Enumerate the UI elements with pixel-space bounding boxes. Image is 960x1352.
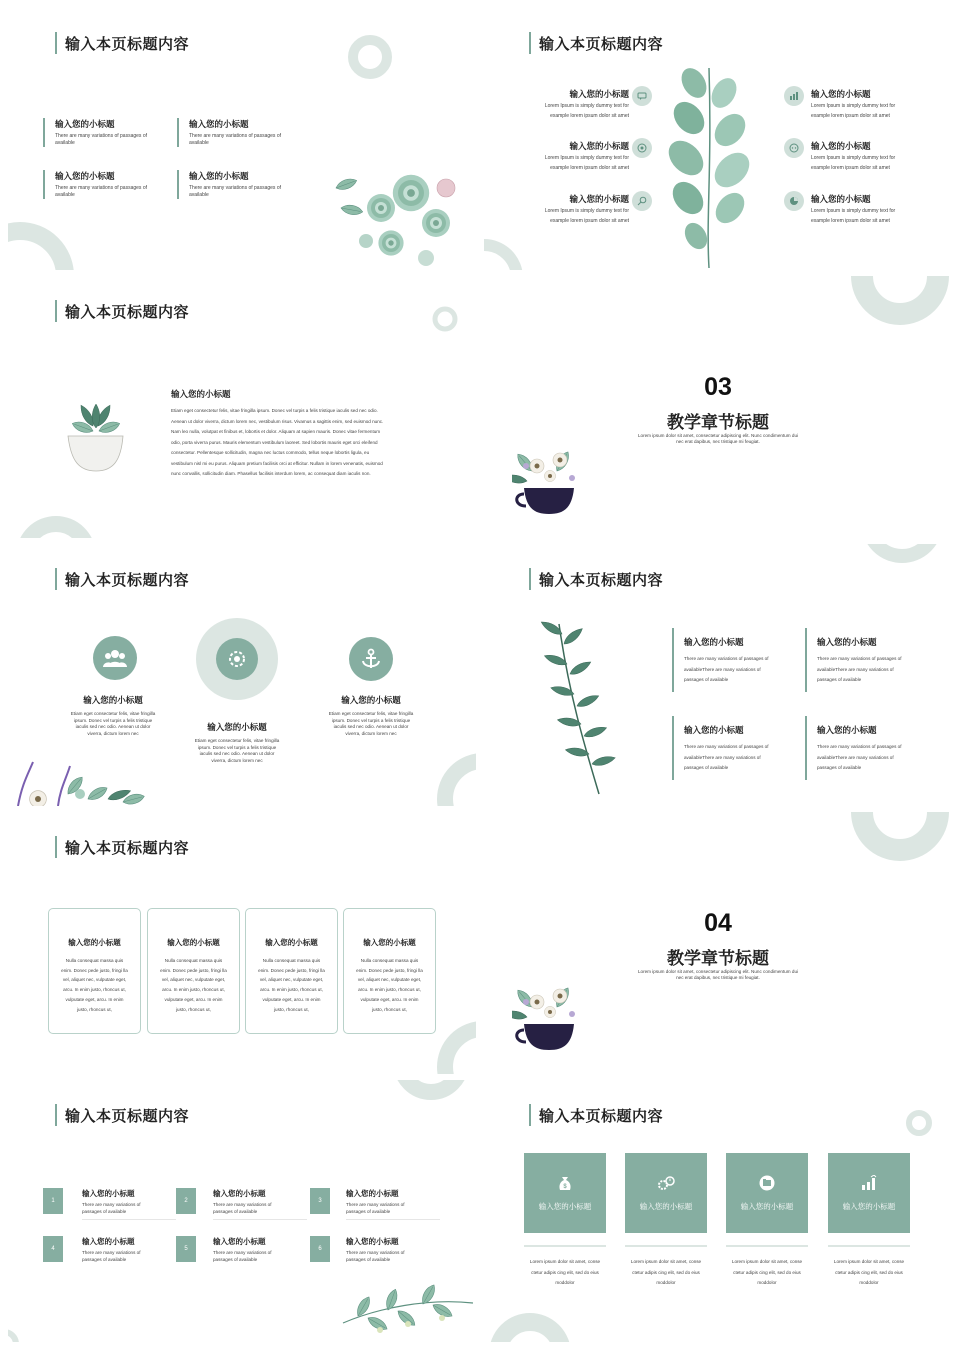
list-item — [177, 170, 297, 199]
page-title-text: 输入本页标题内容 — [65, 571, 190, 589]
ring-decoration — [345, 32, 395, 82]
page-title — [55, 568, 189, 590]
item-title: 输入您的小标题 — [811, 89, 871, 99]
card-text-line: arcu. In enim justo, rhoncus ut, — [162, 987, 225, 993]
search-icon — [632, 191, 652, 211]
caption-line: moddolor — [757, 1280, 777, 1285]
numbered-item — [213, 1188, 307, 1220]
item-text-line: passages of available — [684, 765, 729, 770]
tile-title: 输入您的小标题 — [740, 1202, 794, 1211]
feature-tile — [828, 1153, 910, 1233]
olive-branch-illustration — [524, 614, 619, 799]
card-title: 输入您的小标题 — [167, 938, 220, 947]
tile-caption — [822, 1257, 916, 1289]
card-text-line: Nulla consequat massa quis — [164, 958, 223, 963]
flower-pot-illustration — [512, 972, 592, 1054]
item-text-line: There are many variations of — [82, 1250, 141, 1255]
item-text-line: There are many variations of — [82, 1202, 141, 1207]
number-badge: 6 — [310, 1236, 330, 1262]
info-card — [343, 908, 436, 1034]
card-text-line: justo, rhoncus ut, — [176, 1006, 211, 1012]
paragraph-line: Nam leo nulla, volutpat et finibus et, lobortis et dolor. Aliquam at sapien mauris. Donec vitae fermentum — [171, 429, 381, 434]
number-badge: 3 — [310, 1188, 330, 1214]
arc-decoration — [484, 1292, 574, 1342]
title-accent-bar — [55, 300, 57, 322]
ring-decoration — [430, 304, 460, 334]
item-text-line: example lorem ipsum dolor sit amet — [550, 113, 629, 119]
slide-9 — [8, 1080, 476, 1342]
numbered-item — [82, 1236, 176, 1263]
item-text-line: passages of available — [684, 677, 729, 682]
title-accent-bar — [529, 568, 531, 590]
slide-2 — [484, 8, 952, 270]
item-title: 输入您的小标题 — [207, 722, 267, 732]
eucalyptus-illustration — [664, 58, 754, 270]
item-text-line: There are many variations of passages of — [817, 744, 902, 749]
card-text-line: vel, aliquet nec, vulputate eget, — [161, 977, 226, 983]
item-text-line: availableThere are many variations of — [684, 754, 761, 760]
item-text-line: Etiam eget consectetur felis, vitae fringilla — [194, 738, 280, 743]
section-title: 教学章节标题 — [667, 949, 769, 968]
list-item — [43, 170, 168, 199]
card-text-line: vel, aliquet nec, vulputate eget, — [259, 977, 324, 983]
number-badge: 4 — [43, 1236, 63, 1262]
item-title: 输入您的小标题 — [82, 1237, 135, 1246]
item-title: 输入您的小标题 — [817, 725, 877, 735]
section-desc-line: Lorem ipsum dolor sit amet, consectetur adipiscing elit. Nunc condimentum dui — [637, 969, 799, 974]
item-text-line: passages of available — [82, 1256, 127, 1262]
ring-decoration — [902, 1106, 936, 1140]
page-title-text: 输入本页标题内容 — [539, 571, 664, 589]
card-text-line: justo, rhoncus ut, — [372, 1006, 407, 1012]
feature-item-left-1 — [529, 88, 629, 120]
item-text-line: Lorem Ipsum is simply dummy text for — [544, 208, 629, 214]
item-text-line: There are many variations of passages of — [684, 656, 769, 661]
chart-icon — [784, 86, 804, 106]
item-title: 输入您的小标题 — [189, 171, 249, 181]
paragraph-line: Etiam eget consectetur felis, vitae fringilla ipsum. Donec vel turpis a felis tristique iaculis sed nec odio. — [171, 408, 378, 413]
feature-item-right-3 — [811, 193, 921, 225]
page-title-text: 输入本页标题内容 — [65, 839, 190, 857]
card-text-line: justo, rhoncus ut, — [77, 1006, 112, 1012]
section-desc-line: nec erat dapibus, nec tristique mi feugiat. — [676, 975, 760, 980]
page-title-text: 输入本页标题内容 — [65, 1107, 190, 1125]
card-text-line: vulputate eget, arcu. In enim — [65, 996, 124, 1002]
caption-line: moddolor — [555, 1280, 575, 1285]
item-title: 输入您的小标题 — [569, 141, 629, 151]
feature-tile — [524, 1153, 606, 1233]
card-text-line: vulputate eget, arcu. In enim — [360, 996, 419, 1002]
numbered-item — [346, 1188, 440, 1220]
title-accent-bar — [529, 32, 531, 54]
paragraph-line: odio, porta viverra purus. Mauris elementum vestibulum laoreet. Sed lobortis mauris eget orci eleifend — [171, 439, 378, 445]
item-text-line: example lorem ipsum dolor sit amet — [811, 165, 890, 171]
item-text-line: passages of available — [346, 1208, 391, 1214]
item-title: 输入您的小标题 — [189, 119, 249, 129]
slide-section-03 — [484, 276, 952, 538]
card-text-line: arcu. In enim justo, rhoncus ut, — [63, 987, 126, 993]
card-text-line: enim. Donec pede justo, fringi lla — [160, 967, 227, 973]
item-text-line: example lorem ipsum dolor sit amet — [550, 218, 629, 224]
feature-item-right-2 — [811, 140, 921, 172]
list-item — [177, 118, 297, 147]
item-text: There are many variations of passages of available — [55, 185, 147, 198]
item-text-line: There are many variations of passages of — [684, 744, 769, 749]
text-block — [171, 388, 431, 480]
tile-caption — [518, 1257, 612, 1289]
item-title: 输入您的小标题 — [341, 695, 401, 705]
slide-7 — [8, 812, 476, 1074]
title-accent-bar — [529, 1104, 531, 1126]
item-text-line: viverra, dictum lorem nec — [87, 730, 139, 736]
item-text-line: example lorem ipsum dolor sit amet — [550, 165, 629, 171]
item-text-line: ipsum. Donec vel turpis a felis tristique — [331, 717, 411, 723]
card-text-line: arcu. In enim justo, rhoncus ut, — [260, 987, 323, 993]
bubble-icon — [632, 86, 652, 106]
item-text-line: There are many variations of — [213, 1202, 272, 1207]
item-text-line: passages of available — [346, 1256, 391, 1262]
bar-growth-icon — [828, 1175, 910, 1193]
list-item — [805, 716, 927, 780]
tile-caption — [619, 1257, 713, 1289]
card-text-line: Nulla consequat massa quis — [65, 958, 124, 963]
page-title — [55, 1104, 189, 1126]
slide-1 — [8, 8, 476, 270]
item-text-line: Etiam eget consectetur felis, vitae fringilla — [328, 711, 414, 716]
item-title: 输入您的小标题 — [569, 89, 629, 99]
card-text-line: arcu. In enim justo, rhoncus ut, — [358, 987, 421, 993]
item-title: 输入您的小标题 — [213, 1189, 266, 1198]
feature-item — [316, 694, 426, 737]
item-text-line: passages of available — [817, 765, 862, 770]
arc-decoration — [849, 812, 952, 867]
numbered-item — [213, 1236, 307, 1263]
divider — [726, 1245, 808, 1247]
slide-3 — [8, 276, 476, 538]
folder-icon — [726, 1175, 808, 1193]
tile-title: 输入您的小标题 — [538, 1202, 592, 1211]
item-text-line: availableThere are many variations of — [684, 666, 761, 672]
arc-decoration — [849, 276, 952, 331]
page-title — [529, 1104, 663, 1126]
numbered-item — [346, 1236, 440, 1263]
item-text-line: There are many variations of — [213, 1250, 272, 1255]
title-accent-bar — [55, 32, 57, 54]
number-badge: 2 — [176, 1188, 196, 1214]
slide-5 — [8, 544, 476, 806]
item-title: 输入您的小标题 — [346, 1189, 399, 1198]
target-icon — [632, 138, 652, 158]
item-text-line: There are many variations of — [346, 1250, 405, 1255]
arc-decoration — [8, 216, 80, 270]
item-title: 输入您的小标题 — [83, 695, 143, 705]
item-text-line: Lorem Ipsum is simply dummy text for — [811, 208, 896, 214]
card-text-line: vulputate eget, arcu. In enim — [262, 996, 321, 1002]
item-title: 输入您的小标题 — [213, 1237, 266, 1246]
card-text-line: enim. Donec pede justo, fringi lla — [61, 967, 128, 973]
number-badge: 5 — [176, 1236, 196, 1262]
card-title: 输入您的小标题 — [265, 938, 318, 947]
card-text-line: vulputate eget, arcu. In enim — [164, 996, 223, 1002]
list-item — [672, 628, 794, 692]
item-text-line: There are many variations of — [346, 1202, 405, 1207]
info-card — [48, 908, 141, 1034]
money-bag-icon — [524, 1175, 606, 1193]
title-accent-bar — [55, 568, 57, 590]
paragraph-line: vestibulum nisl mi eu purus. Aliquam pretium facilisis orci at efficitur. Nullam in lorem venenatis, euismod — [171, 460, 383, 466]
slide-6 — [484, 544, 952, 806]
card-text-line: enim. Donec pede justo, fringi lla — [258, 967, 325, 973]
section-title: 教学章节标题 — [667, 413, 769, 432]
feature-item-left-3 — [529, 193, 629, 225]
caption-line: ctetur adipis cing elit, sed do eius — [531, 1269, 599, 1275]
numbered-item — [82, 1188, 176, 1220]
tile-caption — [720, 1257, 814, 1289]
item-text-line: ipsum. Donec vel turpis a felis tristique — [197, 744, 277, 750]
number-badge: 1 — [43, 1188, 63, 1214]
card-text-line: Nulla consequat massa quis — [360, 958, 419, 963]
item-text: There are many variations of passages of available — [189, 133, 281, 146]
divider — [828, 1245, 910, 1247]
title-accent-bar — [55, 1104, 57, 1126]
flower-pot-illustration — [512, 436, 592, 518]
feature-tile — [726, 1153, 808, 1233]
arc-decoration — [484, 226, 534, 270]
caption-line: moddolor — [656, 1280, 676, 1285]
paragraph-line: consectetur. Pellentesque sollicitudin, magna nec luctus commodo, tellus neque lobortis ligula, eu — [171, 450, 370, 455]
item-text-line: Lorem Ipsum is simply dummy text for — [811, 103, 896, 109]
caption-line: Lorem ipsum dolor sit amet, conse — [630, 1259, 702, 1264]
item-text-line: viverra, dictum lorem nec — [211, 757, 263, 763]
item-text-line: ipsum. Donec vel turpis a felis tristique — [73, 717, 153, 723]
arc-decoration — [16, 494, 106, 538]
item-title: 输入您的小标题 — [684, 637, 744, 647]
feature-item-left-2 — [529, 140, 629, 172]
caption-line: ctetur adipis cing elit, sed do eius — [632, 1269, 700, 1275]
item-text-line: Lorem Ipsum is simply dummy text for — [811, 155, 896, 161]
settings-icon — [216, 638, 258, 680]
item-text-line: passages of available — [213, 1256, 258, 1262]
caption-line: moddolor — [859, 1280, 879, 1285]
card-text-line: vel, aliquet nec, vulputate eget, — [357, 977, 422, 983]
feature-tile — [625, 1153, 707, 1233]
item-text-line: Etiam eget consectetur felis, vitae fringilla — [70, 711, 156, 716]
item-title: 输入您的小标题 — [82, 1189, 135, 1198]
list-item — [672, 716, 794, 780]
caption-line: ctetur adipis cing elit, sed do eius — [733, 1269, 801, 1275]
arc-decoration — [386, 1080, 476, 1116]
people-icon — [93, 636, 137, 680]
slide-section-04 — [484, 812, 952, 1074]
page-title-text: 输入本页标题内容 — [65, 35, 190, 53]
succulent-illustration — [326, 163, 471, 270]
card-text-line: enim. Donec pede justo, fringi lla — [356, 967, 423, 973]
section-desc-line: Lorem ipsum dolor sit amet, consectetur adipiscing elit. Nunc condimentum dui — [637, 433, 799, 438]
page-title — [55, 32, 189, 54]
paragraph-line: Aenean ut dolor viverra, dictum lorem nec, vestibulum risus. Vivamus a sagittis enim, sed euismod nunc. — [171, 418, 384, 424]
item-text-line: Lorem Ipsum is simply dummy text for — [544, 155, 629, 161]
card-text-line: justo, rhoncus ut, — [274, 1006, 309, 1012]
divider — [524, 1245, 606, 1247]
item-title: 输入您的小标题 — [811, 141, 871, 151]
anchor-icon — [349, 637, 393, 681]
card-title: 输入您的小标题 — [363, 938, 416, 947]
gears-icon — [625, 1175, 707, 1193]
item-title: 输入您的小标题 — [55, 171, 115, 181]
branch-illustration — [338, 1278, 476, 1342]
page-title-text: 输入本页标题内容 — [539, 1107, 664, 1125]
page-title — [55, 836, 189, 858]
caption-line: ctetur adipis cing elit, sed do eius — [835, 1269, 903, 1275]
arc-decoration — [423, 739, 476, 806]
section-number: 03 — [704, 373, 732, 401]
item-text-line: availableThere are many variations of — [817, 666, 894, 672]
item-text-line: example lorem ipsum dolor sit amet — [811, 218, 890, 224]
pie-icon — [784, 191, 804, 211]
feature-item — [58, 694, 168, 737]
item-text-line: viverra, dictum lorem nec — [345, 730, 397, 736]
section-desc-line: nec erat dapibus, nec tristique mi feugiat. — [676, 439, 760, 444]
arc-decoration — [8, 1320, 28, 1342]
item-text-line: passages of available — [817, 677, 862, 682]
flower-branch-illustration — [8, 754, 148, 806]
page-title — [529, 32, 663, 54]
item-text-line: example lorem ipsum dolor sit amet — [811, 113, 890, 119]
feature-item-right-1 — [811, 88, 921, 120]
info-card — [147, 908, 240, 1034]
section-number: 04 — [704, 909, 732, 937]
paragraph-line: nunc convallis, sollicitudin diam. Phasellus facilisis interdum lorem, ac consequat diam iaculis non. — [171, 471, 371, 476]
tile-title: 输入您的小标题 — [639, 1202, 693, 1211]
item-title: 输入您的小标题 — [817, 637, 877, 647]
page-title-text: 输入本页标题内容 — [539, 35, 664, 53]
info-card — [245, 908, 338, 1034]
item-text: There are many variations of passages of available — [189, 185, 281, 198]
list-item — [43, 118, 168, 147]
caption-line: Lorem ipsum dolor sit amet, conse — [731, 1259, 803, 1264]
page-title — [55, 300, 189, 322]
page-title — [529, 568, 663, 590]
title-accent-bar — [55, 836, 57, 858]
chat-icon — [784, 138, 804, 158]
item-text: There are many variations of passages of available — [55, 133, 147, 146]
item-title: 输入您的小标题 — [346, 1237, 399, 1246]
card-text-line: Nulla consequat massa quis — [262, 958, 321, 963]
list-item — [805, 628, 927, 692]
item-title: 输入您的小标题 — [569, 194, 629, 204]
block-title: 输入您的小标题 — [171, 389, 231, 399]
item-text-line: availableThere are many variations of — [817, 754, 894, 760]
tile-title: 输入您的小标题 — [842, 1202, 896, 1211]
item-text-line: iaculis sed nec odio. Aenean ut dolor — [199, 751, 275, 757]
card-text-line: vel, aliquet nec, vulputate eget, — [62, 977, 127, 983]
item-text-line: iaculis sed nec odio. Aenean ut dolor — [75, 724, 151, 730]
feature-item — [182, 721, 292, 764]
svg-text:$: $ — [563, 1184, 567, 1190]
arc-decoration — [854, 544, 952, 564]
page-title-text: 输入本页标题内容 — [65, 303, 190, 321]
item-text-line: iaculis sed nec odio. Aenean ut dolor — [333, 724, 409, 730]
item-title: 输入您的小标题 — [684, 725, 744, 735]
item-text-line: passages of available — [213, 1208, 258, 1214]
potted-succulent-illustration — [63, 386, 133, 476]
item-title: 输入您的小标题 — [811, 194, 871, 204]
card-title: 输入您的小标题 — [68, 938, 121, 947]
caption-line: Lorem ipsum dolor sit amet, conse — [529, 1259, 601, 1264]
slide-10 — [484, 1080, 952, 1342]
item-text-line: passages of available — [82, 1208, 127, 1214]
item-text-line: There are many variations of passages of — [817, 656, 902, 661]
item-text-line: Lorem Ipsum is simply dummy text for — [544, 103, 629, 109]
divider — [625, 1245, 707, 1247]
item-title: 输入您的小标题 — [55, 119, 115, 129]
caption-line: Lorem ipsum dolor sit amet, conse — [833, 1259, 905, 1264]
